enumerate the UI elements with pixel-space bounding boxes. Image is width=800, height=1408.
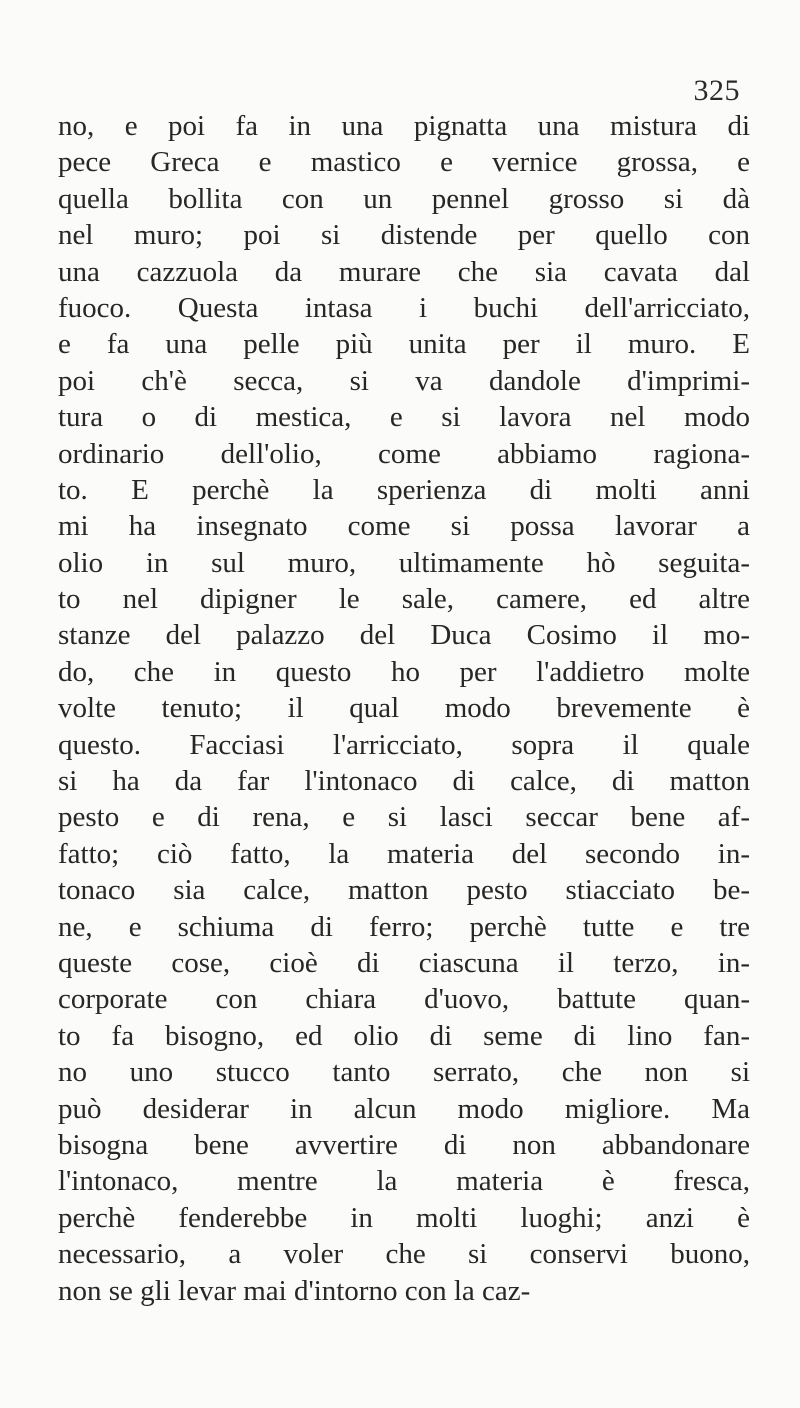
text-line: tonaco sia calce, matton pesto stiacciato be-: [58, 874, 750, 907]
text-line: fatto; ciò fatto, la materia del secondo in-: [58, 837, 750, 870]
text-line: una cazzuola da murare che sia cavata dal: [58, 255, 750, 288]
text-line: to fa bisogno, ed olio di seme di lino fan-: [58, 1019, 750, 1052]
text-line: fuoco. Questa intasa i buchi dell'arricciato,: [58, 291, 750, 324]
text-line: pesto e di rena, e si lasci seccar bene af-: [58, 801, 750, 834]
text-line: necessario, a voler che si conservi buono,: [58, 1238, 750, 1271]
text-line: to. E perchè la sperienza di molti anni: [58, 473, 750, 506]
text-line: pece Greca e mastico e vernice grossa, e: [58, 146, 750, 179]
text-line: queste cose, cioè di ciascuna il terzo, in-: [58, 946, 750, 979]
text-line: mi ha insegnato come si possa lavorar a: [58, 510, 750, 543]
text-line: do, che in questo ho per l'addietro molte: [58, 655, 750, 688]
text-line: corporate con chiara d'uovo, battute quan-: [58, 983, 750, 1016]
text-line: no uno stucco tanto serrato, che non si: [58, 1056, 750, 1089]
text-line: nel muro; poi si distende per quello con: [58, 219, 750, 252]
text-line: si ha da far l'intonaco di calce, di matton: [58, 765, 750, 798]
text-line: olio in sul muro, ultimamente hò seguita-: [58, 546, 750, 579]
text-line: questo. Facciasi l'arricciato, sopra il quale: [58, 728, 750, 761]
text-line: ordinario dell'olio, come abbiamo ragiona-: [58, 437, 750, 470]
text-line: no, e poi fa in una pignatta una mistura di: [58, 110, 750, 142]
page-number: 325: [693, 74, 740, 107]
text-line: to nel dipigner le sale, camere, ed altre: [58, 583, 750, 616]
text-line: stanze del palazzo del Duca Cosimo il mo-: [58, 619, 750, 652]
text-line: perchè fenderebbe in molti luoghi; anzi è: [58, 1201, 750, 1234]
body-text: [58, 108, 750, 1309]
text-line: ne, e schiuma di ferro; perchè tutte e tre: [58, 910, 750, 943]
text-line: poi ch'è secca, si va dandole d'imprimi-: [58, 364, 750, 397]
text-line: e fa una pelle più unita per il muro. E: [58, 328, 750, 361]
text-line: può desiderar in alcun modo migliore. Ma: [58, 1092, 750, 1125]
text-line: tura o di mestica, e si lavora nel modo: [58, 401, 750, 434]
text-line: quella bollita con un pennel grosso si dà: [58, 182, 750, 215]
text-line: l'intonaco, mentre la materia è fresca,: [58, 1165, 750, 1198]
text-line: volte tenuto; il qual modo brevemente è: [58, 692, 750, 725]
text-line: non se gli levar mai d'intorno con la caz-: [58, 1274, 531, 1307]
text-line: bisogna bene avvertire di non abbandonare: [58, 1128, 750, 1161]
